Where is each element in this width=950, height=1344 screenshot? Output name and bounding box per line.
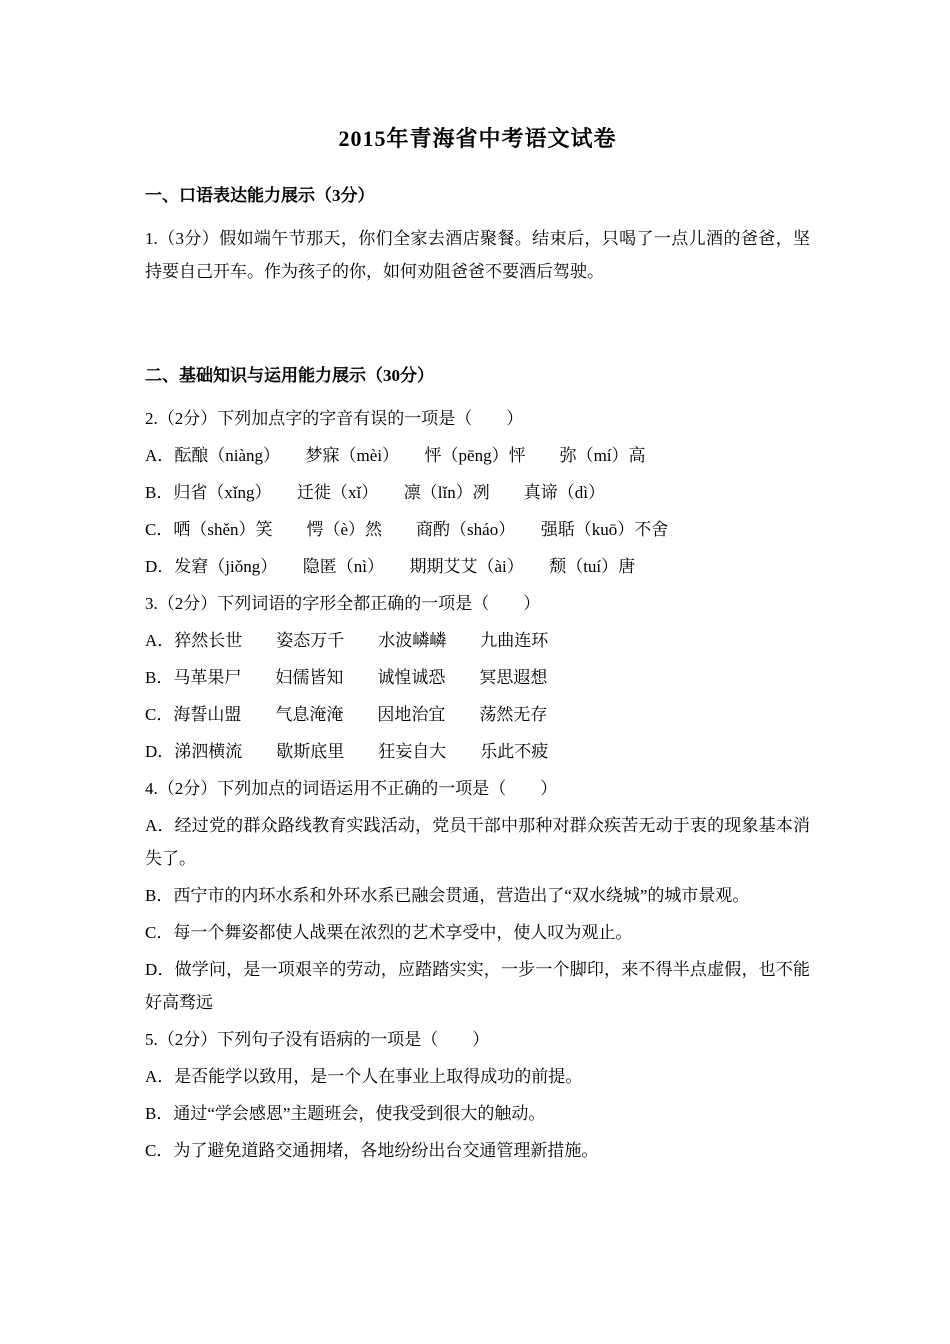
question-2-stem: 2.（2分）下列加点字的字音有误的一项是（ ） [145, 409, 524, 428]
question-4-option-d: D．做学问，是一项艰辛的劳动，应踏踏实实，一步一个脚印，来不得半点虚假，也不能好高骛远 [145, 960, 810, 1012]
question-5-option-c: C．为了避免道路交通拥堵，各地纷纷出台交通管理新措施。 [145, 1141, 599, 1160]
question-5-option-b: B．通过“学会感恩”主题班会，使我受到很大的触动。 [145, 1104, 546, 1123]
question-3-option-a: A．猝然长世 姿态万千 水波嶙嶙 九曲连环 [145, 631, 549, 650]
question-4-option-c: C．每一个舞姿都使人战栗在浓烈的艺术享受中，使人叹为观止。 [145, 923, 633, 942]
question-2-option-b: B．归省（xǐng） 迁徙（xǐ） 凛（lǐn）冽 真谛（dì） [145, 483, 605, 502]
section-1-heading: 一、口语表达能力展示（3分） [145, 186, 375, 205]
question-4-option-b: B．西宁市的内环水系和外环水系已融会贯通，营造出了“双水绕城”的城市景观。 [145, 886, 750, 905]
question-2-option-c: C．哂（shěn）笑 愕（è）然 商酌（sháo） 强聒（kuō）不舍 [145, 520, 669, 539]
question-4-stem: 4.（2分）下列加点的词语运用不正确的一项是（ ） [145, 779, 558, 798]
question-4-option-a: A．经过党的群众路线教育实践活动，党员干部中那种对群众疾苦无动于衷的现象基本消失了。 [145, 816, 810, 868]
question-3-stem: 3.（2分）下列词语的字形全都正确的一项是（ ） [145, 594, 541, 613]
question-5-option-a: A．是否能学以致用，是一个人在事业上取得成功的前提。 [145, 1067, 583, 1086]
question-5-stem: 5.（2分）下列句子没有语病的一项是（ ） [145, 1030, 490, 1049]
question-3-option-b: B．马革果尸 妇儒皆知 诚惶诚恐 冥思遐想 [145, 668, 548, 687]
question-3-option-d: D．涕泗横流 歇斯底里 狂妄自大 乐此不疲 [145, 742, 549, 761]
document-title: 2015年青海省中考语文试卷 [338, 126, 617, 151]
question-1-text: 1.（3分）假如端午节那天，你们全家去酒店聚餐。结束后，只喝了一点儿酒的爸爸，坚持要自己开车。作为孩子的你，如何劝阻爸爸不要酒后驾驶。 [145, 229, 810, 281]
question-2-option-d: D．发窘（jiǒng） 隐匿（nì） 期期艾艾（ài） 颓（tuí）唐 [145, 557, 636, 576]
question-2-option-a: A．酝酿（niàng） 梦寐（mèi） 怦（pēng）怦 弥（mí）高 [145, 446, 646, 465]
question-3-option-c: C．海誓山盟 气息淹淹 因地治宜 荡然无存 [145, 705, 548, 724]
section-2-heading: 二、基础知识与运用能力展示（30分） [145, 366, 434, 385]
